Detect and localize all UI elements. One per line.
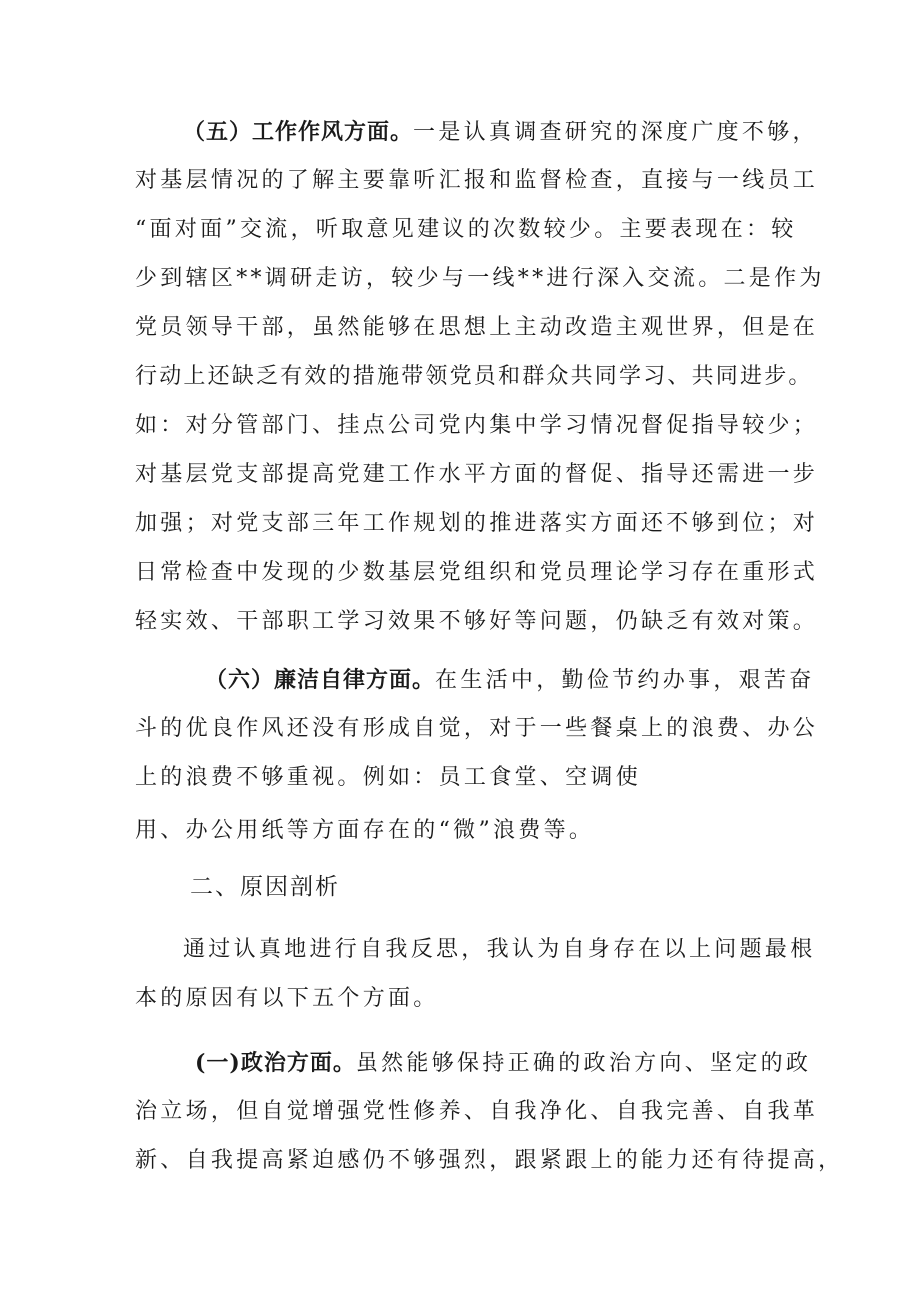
section5-line-3: “面对面”交流，听取意见建议的次数较少。主要表现在：较: [135, 217, 797, 242]
section5-line-6: 行动上还缺乏有效的措施带领党员和群众共同学习、共同进步。: [135, 364, 813, 389]
section6-line-4: 用、办公用纸等方面存在的“微”浪费等。: [135, 818, 595, 843]
section5-line-7: 如：对分管部门、挂点公司党内集中学习情况督促指导较少；: [135, 413, 819, 438]
section5-line-10: 日常检查中发现的少数基层党组织和党员理论学习存在重形式: [135, 560, 819, 585]
section5-heading: （五）工作作风方面。: [183, 119, 414, 145]
part2-heading: 二、原因剖析: [190, 874, 340, 900]
section6-line-2: 斗的优良作风还没有形成自觉，对于一些餐桌上的浪费、办公: [135, 716, 819, 741]
section5-line-5: 党员领导干部，虽然能够在思想上主动改造主观世界，但是在: [135, 315, 819, 340]
sub1-heading: (一)政治方面。: [195, 1050, 356, 1076]
section5-first-line: [183, 117, 843, 148]
section5-line-1: 一是认真调查研究的深度广度不够，: [413, 120, 818, 145]
sub1-line-1: 虽然能够保持正确的政治方向、坚定的政: [355, 1051, 812, 1076]
section5-line-4: 少到辖区**调研走访，较少与一线**进行深入交流。二是作为: [135, 266, 825, 291]
part2-intro-line-1: 通过认真地进行自我反思，我认为自身存在以上问题最根: [183, 937, 816, 962]
sub1-first-line: [195, 1048, 855, 1079]
sub1-line-2: 治立场，但自觉增强党性修养、自我净化、自我完善、自我革: [135, 1099, 819, 1124]
part2-intro-line-2: 本的原因有以下五个方面。: [135, 986, 439, 1011]
section6-heading: （六）廉洁自律方面。: [205, 667, 436, 693]
section6-line-1: 在生活中，勤俭节约办事，艰苦奋: [435, 668, 815, 693]
section5-line-2: 对基层情况的了解主要靠听汇报和监督检查，直接与一线员工: [135, 168, 819, 193]
section5-line-11: 轻实效、干部职工学习效果不够好等问题，仍缺乏有效对策。: [135, 609, 819, 634]
section5-line-8: 对基层党支部提高党建工作水平方面的督促、指导还需进一步: [135, 462, 819, 487]
section5-line-9: 加强；对党支部三年工作规划的推进落实方面还不够到位；对: [135, 511, 819, 536]
section6-line-3: 上的浪费不够重视。例如：员工食堂、空调使: [135, 765, 642, 790]
section6-first-line: [205, 665, 865, 696]
sub1-line-3: 新、自我提高紧迫感仍不够强烈，跟紧跟上的能力还有待提高，: [135, 1148, 844, 1173]
